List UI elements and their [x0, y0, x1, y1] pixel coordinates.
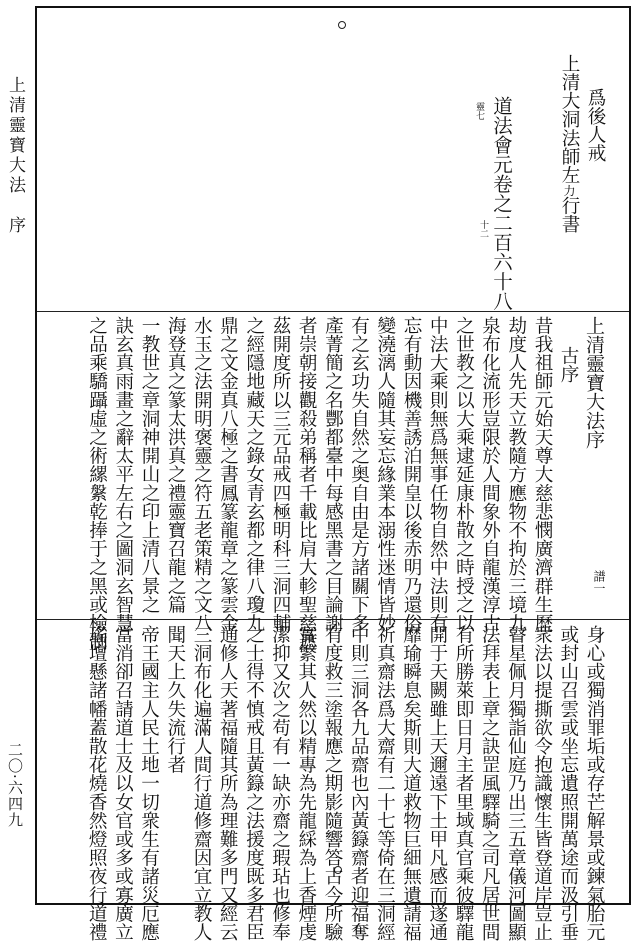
binding-hole-top	[338, 21, 346, 29]
text-column: 之世教之以大乘逮延康朴散之時授之以	[453, 316, 475, 633]
text-column: 法拜表上章之訣罡風驛騎之司凡居世間	[479, 625, 501, 941]
text-column: 三洞布化遍滿人間行道修齋因宜立教人	[191, 625, 212, 941]
text-column: 有度救三塗報應之期影隨響答古今所驗	[322, 625, 343, 941]
text-column: 之經隱地藏天之錄女青玄都之律八瓊九	[243, 316, 265, 633]
text-column: 身心或獨消罪垢或存芒解景或鍊氣胎元	[584, 625, 605, 941]
dedication-line: 爲後人戒	[585, 88, 606, 163]
text-column: 鼎之文金真八極之書鳳篆龍章之篆雲金	[217, 316, 239, 633]
page-frame	[35, 6, 631, 941]
text-column: 水玉之法開明褒靈之符五老策精之文八	[191, 316, 213, 633]
text-column: 產菁簡之名酆都臺中每感黑書之目論謝	[322, 316, 344, 633]
text-column: 潔抑又次之苟有一缺亦齋之瑕玷也修奉	[269, 625, 291, 941]
text-column: 開于天闕雖上天邇遠下土甲凡感而遂通	[426, 625, 448, 941]
text-column: 訣玄真雨畫之辭太平左右之圖洞玄智慧	[112, 316, 134, 633]
text-column: 衆法以提撕欲令抱識懷生皆登道岸豈止	[531, 625, 553, 941]
text-column: 忘有動因機善誘泊開皇以後赤明乃還俗	[401, 316, 422, 633]
margin-book-title: 上清靈寶大法 序	[5, 76, 25, 236]
text-column: 變澆漓人隨其妄忘緣業本溺性迷情皆妙	[374, 316, 396, 633]
text-column: 泉布化流形豈限於人間象外自龍漢淳古	[479, 316, 501, 633]
text-column: 茲開度所以三元品戒四極明科三洞四輔	[270, 316, 291, 633]
marginal-note-top: 靈七	[474, 102, 484, 120]
text-column: 一教世之章洞神開山之印上清八景之	[139, 316, 160, 614]
text-column: 中法大乘則無爲無事任物自然中法則有	[427, 316, 449, 633]
margin-page-number: 二〇·六四九	[6, 742, 24, 828]
text-column: 靡瑜瞬息矣斯則大道救物巨細無遺請福	[400, 625, 422, 941]
text-column: 昔我祖師元始天尊大慈悲憫廣濟群生歷	[532, 316, 553, 633]
text-column: 瞽星佩月獨詣仙庭乃出三五章儀河圖顯	[505, 625, 527, 941]
text-column: 或封山召雲或坐忘遺照開萬途而汲引垂	[557, 625, 579, 941]
text-column: 帝王國主人民土地一切衆生有諸災厄應	[138, 625, 160, 941]
text-column: 有所勝萊即日月主者里域真官乘彼驛龍	[453, 625, 474, 941]
section-divider-upper	[37, 311, 629, 312]
text-column: 中則三洞各九品齋也內黃籙齋者迎福奪	[348, 625, 370, 941]
author-suffix: 行書	[559, 196, 580, 234]
text-column: 當消卻召請道士及以女官或多或寡廣立	[112, 625, 134, 941]
text-column: 瑤壇懸諸幡蓋散花燒香然燈照夜行道禮	[86, 625, 108, 941]
author-line	[556, 54, 582, 233]
text-column: 劫度人先天立教隨方應物不拘於三境九	[505, 316, 527, 633]
author-small-character: 力	[562, 184, 576, 197]
marginal-note-bottom: 十二	[478, 220, 488, 238]
text-column: 實繁其人然以精專為先龍綵為上香煙虔	[295, 625, 317, 941]
text-column: 聞天上久失流行者	[164, 625, 186, 774]
author-prefix: 上清大洞法師左	[559, 54, 580, 185]
book-title: 上清靈寶大法序	[583, 316, 605, 449]
text-column: 之士得不慎戒且黃籙之法援度既多君臣	[243, 625, 265, 941]
text-column: 之品乘驕躡虛之術縲縏乾捧于之黑或檢制	[86, 316, 108, 651]
colophon-title: 道法會元卷之二百六十八	[490, 96, 513, 311]
sub-title: 古序	[558, 346, 579, 384]
text-column: 有之玄功失自然之奥自由是方諸關下多	[348, 316, 370, 633]
text-column: 祈真齋法爲大齋有二十七等倚在三洞經	[374, 625, 396, 941]
text-column: 者崇朝接觀殺弟稱者千載比肩大軫聖慈遮	[296, 316, 318, 651]
text-column: 海登真之篆太洪真之禮靈寶召龍之篇	[165, 316, 187, 614]
page-mark: 譜一	[592, 570, 606, 594]
text-column: 通修人天著福隨其所為理難多門又經云	[217, 625, 239, 941]
